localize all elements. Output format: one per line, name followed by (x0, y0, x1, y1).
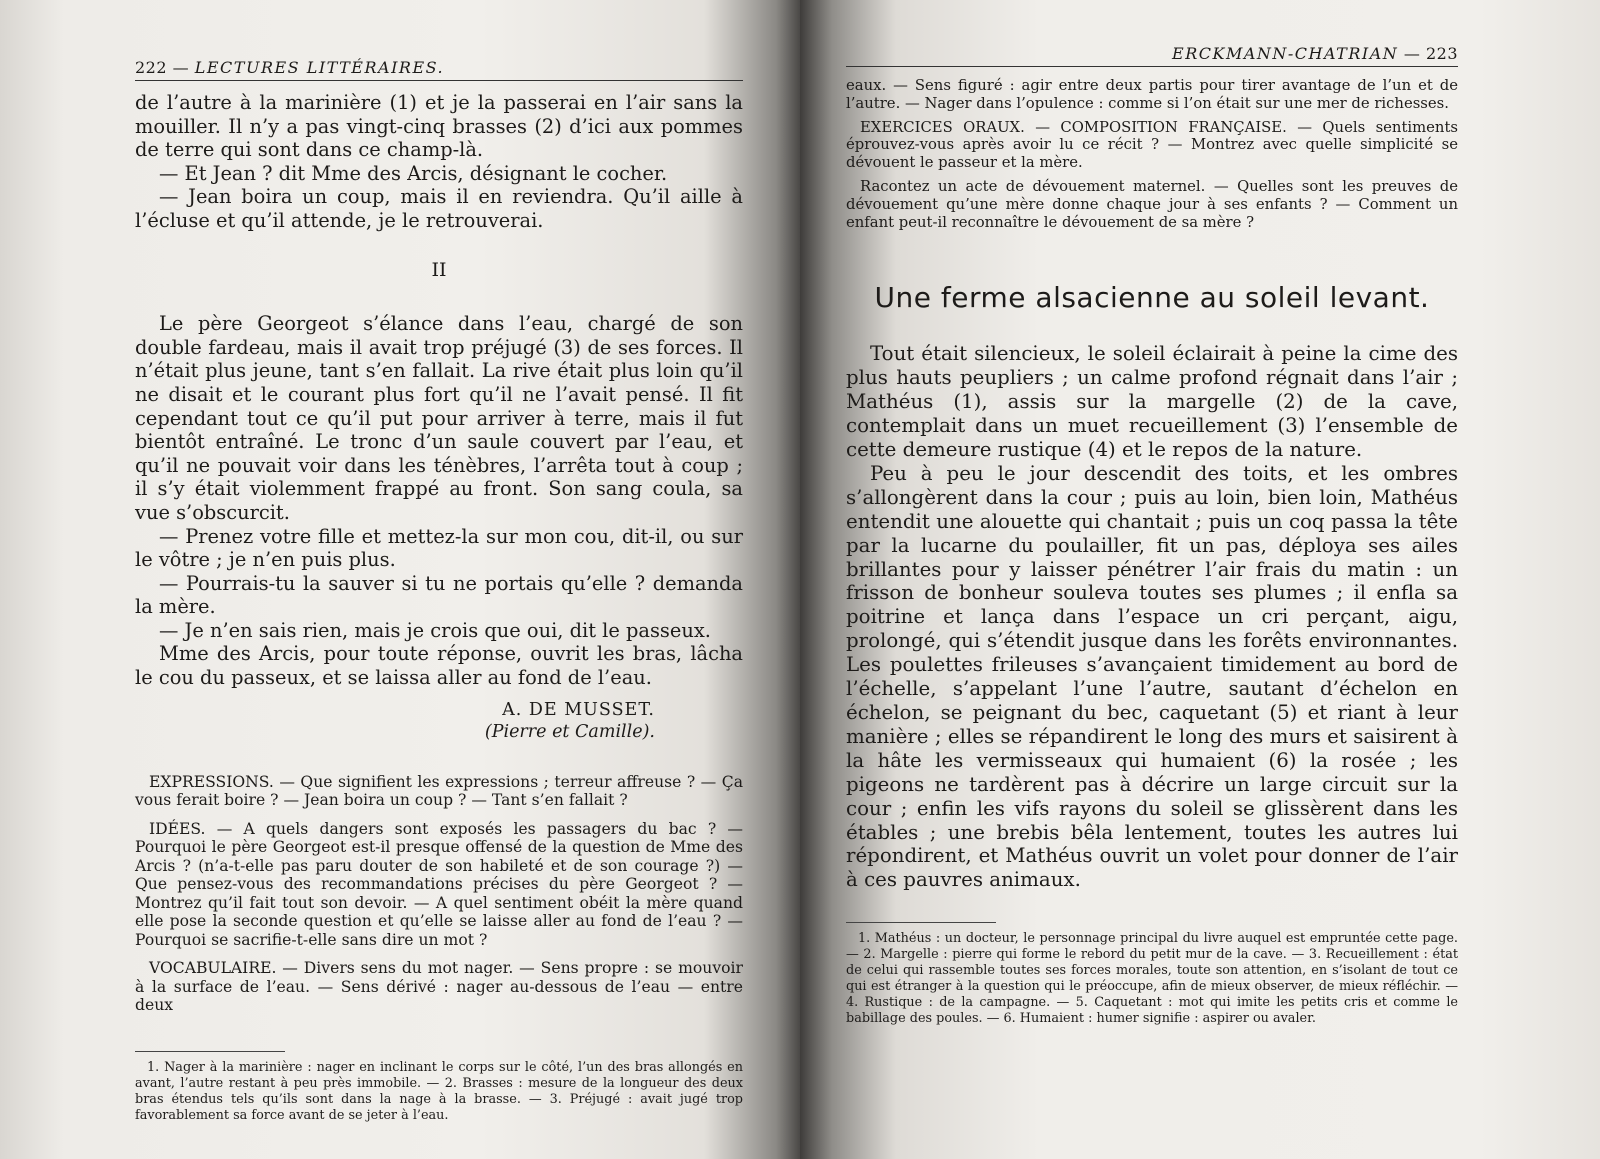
exercise-racontez: Racontez un acte de dévouement maternel. — Quelles sont les preuves de dévouement qu’une mère donne chaque jour à ses enfants ? — Comment un enfant peut-il reconnaître le dévouement de sa mère ? (846, 177, 1458, 231)
exercise-idees: IDÉES. — A quels dangers sont exposés les passagers du bac ? — Pourquoi le père Georgeot est-il presque offensé de la question de Mme des Arcis ? (n’a-t-elle pas paru douter de son habileté et de son courage ?) — Que pensez-vous des recommandations précises du père Georgeot ? — Montrez qu’il fait tout son devoir. — A quel sentiment obéit la mère quand elle pose la seconde question et qu’elle se laisse aller au fond de l’eau ? — Pourquoi se sacrifie-t-elle sans dire un mot ? (135, 819, 743, 949)
footnote-rule (135, 1051, 285, 1052)
paragraph: Le père Georgeot s’élance dans l’eau, chargé de son double fardeau, mais il avait trop préjugé (3) de ses forces. Il n’était plus jeune, tant s’en fallait. La rive était plus loin qu’il ne disait et le courant plus fort qu’il ne l’avait pensé. Il fit cependant tout ce qu’il put pour arriver à terre, mais il fut bientôt entraîné. Le tronc d’un saule couvert par l’eau, et qu’il ne pouvait voir dans les ténèbres, l’arrêta tout à coup ; il s’y était violemment frappé au front. Son sang coula, sa vue s’obscurcit. (135, 312, 743, 524)
exercise-continued: eaux. — Sens figuré : agir entre deux partis pour tirer avantage de l’un et de l’autre. — Nager dans l’opulence : comme si l’on était sur une mer de richesses. (846, 77, 1458, 112)
exercise-vocabulaire: VOCABULAIRE. — Divers sens du mot nager. — Sens propre : se mouvoir à la surface de l’eau. — Sens dérivé : nager au-dessous de l’eau — entre deux (135, 959, 743, 1015)
right-running-header (846, 44, 1458, 67)
right-header-dash: — (1403, 44, 1421, 63)
section-number: II (431, 258, 447, 281)
right-exercises (846, 77, 1458, 231)
left-running-header (135, 58, 743, 81)
left-header-title: LECTURES LITTÉRAIRES. (194, 58, 445, 77)
left-page-content (135, 58, 743, 1124)
paragraph: Tout était silencieux, le soleil éclairait à peine la cime des plus hauts peupliers ; un calme profond régnait dans l’air ; Mathéus (1), assis sur la margelle (2) de la cave, contemplait dans un muet recueillement (3) l’ensemble de cette demeure rustique (4) et le repos de la nature. (846, 342, 1458, 461)
right-footnotes (846, 931, 1458, 1027)
left-footnotes (135, 1060, 743, 1124)
paragraph: — Et Jean ? dit Mme des Arcis, désignant le cocher. (159, 161, 668, 185)
paragraph: Mme des Arcis, pour toute réponse, ouvrit les bras, lâcha le cou du passeux, et se laissa aller au fond de l’eau. (135, 642, 743, 690)
left-header-line (135, 58, 444, 77)
author-name: A. DE MUSSET. (502, 699, 655, 720)
paragraph: de l’autre à la marinière (1) et je la passerai en l’air sans la mouiller. Il n’y a pas vingt-cinq brasses (2) d’ici aux pommes de terre qui sont dans ce champ-là. (135, 91, 743, 162)
paragraph: — Je n’en sais rien, mais je crois que oui, dit le passeux. (159, 618, 711, 642)
exercise-expressions: EXPRESSIONS. — Que signifient les expressions ; terreur affreuse ? — Ça vous ferait boire ? — Jean boira un coup ? — Tant s’en fallait ? (135, 772, 743, 810)
attribution (135, 699, 743, 743)
right-body-text (846, 342, 1458, 892)
right-page-content (846, 44, 1458, 1027)
left-page-number: 222 (135, 58, 168, 77)
right-header-title: ERCKMANN-CHATRIAN (1172, 44, 1399, 63)
right-page-number: 223 (1425, 44, 1458, 63)
footnote-text: 1. Nager à la marinière : nager en inclinant le corps sur le côté, l’un des bras allongés en avant, l’autre restant à peu près immobile. — 2. Brasses : mesure de la longueur des deux bras étendus tels qu’ils sont dans la nage à la brasse. — 3. Préjugé : avait jugé trop favorablement sa force avant de se jeter à l’eau. (135, 1059, 743, 1123)
work-title: (Pierre et Camille). (484, 721, 655, 742)
footnote-text: 1. Mathéus : un docteur, le personnage principal du livre auquel est empruntée cette page. — 2. Margelle : pierre qui forme le rebord du petit mur de la cave. — 3. Recueillement : état de celui qui rassemble toutes ses forces morales, toute son attention, en s’isolant de tout ce qui est étranger à la question qui le préoccupe, afin de mieux observer, de mieux réfléchir. — 4. Rustique : de la campagne. — 5. Caquetant : mot qui imite les petits cris et comme le babillage des poules. — 6. Humaient : humer signifie : aspirer ou avaler. (846, 931, 1458, 1027)
chapter-title: Une ferme alsacienne au soleil levant. (874, 281, 1430, 315)
paragraph: — Pourrais-tu la sauver si tu ne portais qu’elle ? demanda la mère. (135, 571, 743, 619)
footnote-rule (846, 922, 996, 923)
exercise-oraux: EXERCICES ORAUX. — COMPOSITION FRANÇAISE. — Quels sentiments éprouvez-vous après avoir lu ce récit ? — Montrez avec quelle simplicité se dévouent le passeur et la mère. (846, 118, 1458, 172)
left-exercises (135, 773, 743, 1015)
left-body-text (135, 91, 743, 690)
paragraph: — Prenez votre fille et mettez-la sur mon cou, dit-il, ou sur le vôtre ; je n’en puis plus. (135, 524, 743, 572)
paragraph: Peu à peu le jour descendit des toits, et les ombres s’allongèrent dans la cour ; puis au loin, bien loin, Mathéus entendit une alouette qui chantait ; puis un coq passa la tête par la lucarne du poulailler, fit un pas, déploya ses ailes brillantes pour y laisser pénétrer l’air frais du matin : un frisson de bonheur souleva toutes ses plumes ; il enfla sa poitrine et lança dans l’espace un cri perçant, aigu, prolongé, qui s’étendit jusque dans les forêts environnantes. Les poulettes frileuses s’avançaient timidement au bord de l’échelle, s’appelant l’une l’autre, sautant d’échelon en échelon, se peignant du bec, caquetant (5) et riant à leur manière ; elles se répandirent le long des murs et saisirent à la hâte les vermisseaux qui humaient (6) la rosée ; les pigeons ne tardèrent pas à décrire un large circuit sur la cour ; enfin les vifs rayons du soleil se glissèrent dans les étables ; une brebis bêla lentement, toutes les autres lui répondirent, et Mathéus ouvrit un volet pour donner de l’air à ces pauvres animaux. (846, 461, 1458, 892)
paragraph: — Jean boira un coup, mais il en reviendra. Qu’il aille à l’écluse et qu’il attende, je le retrouverai. (135, 185, 743, 232)
left-header-dash: — (172, 58, 190, 77)
